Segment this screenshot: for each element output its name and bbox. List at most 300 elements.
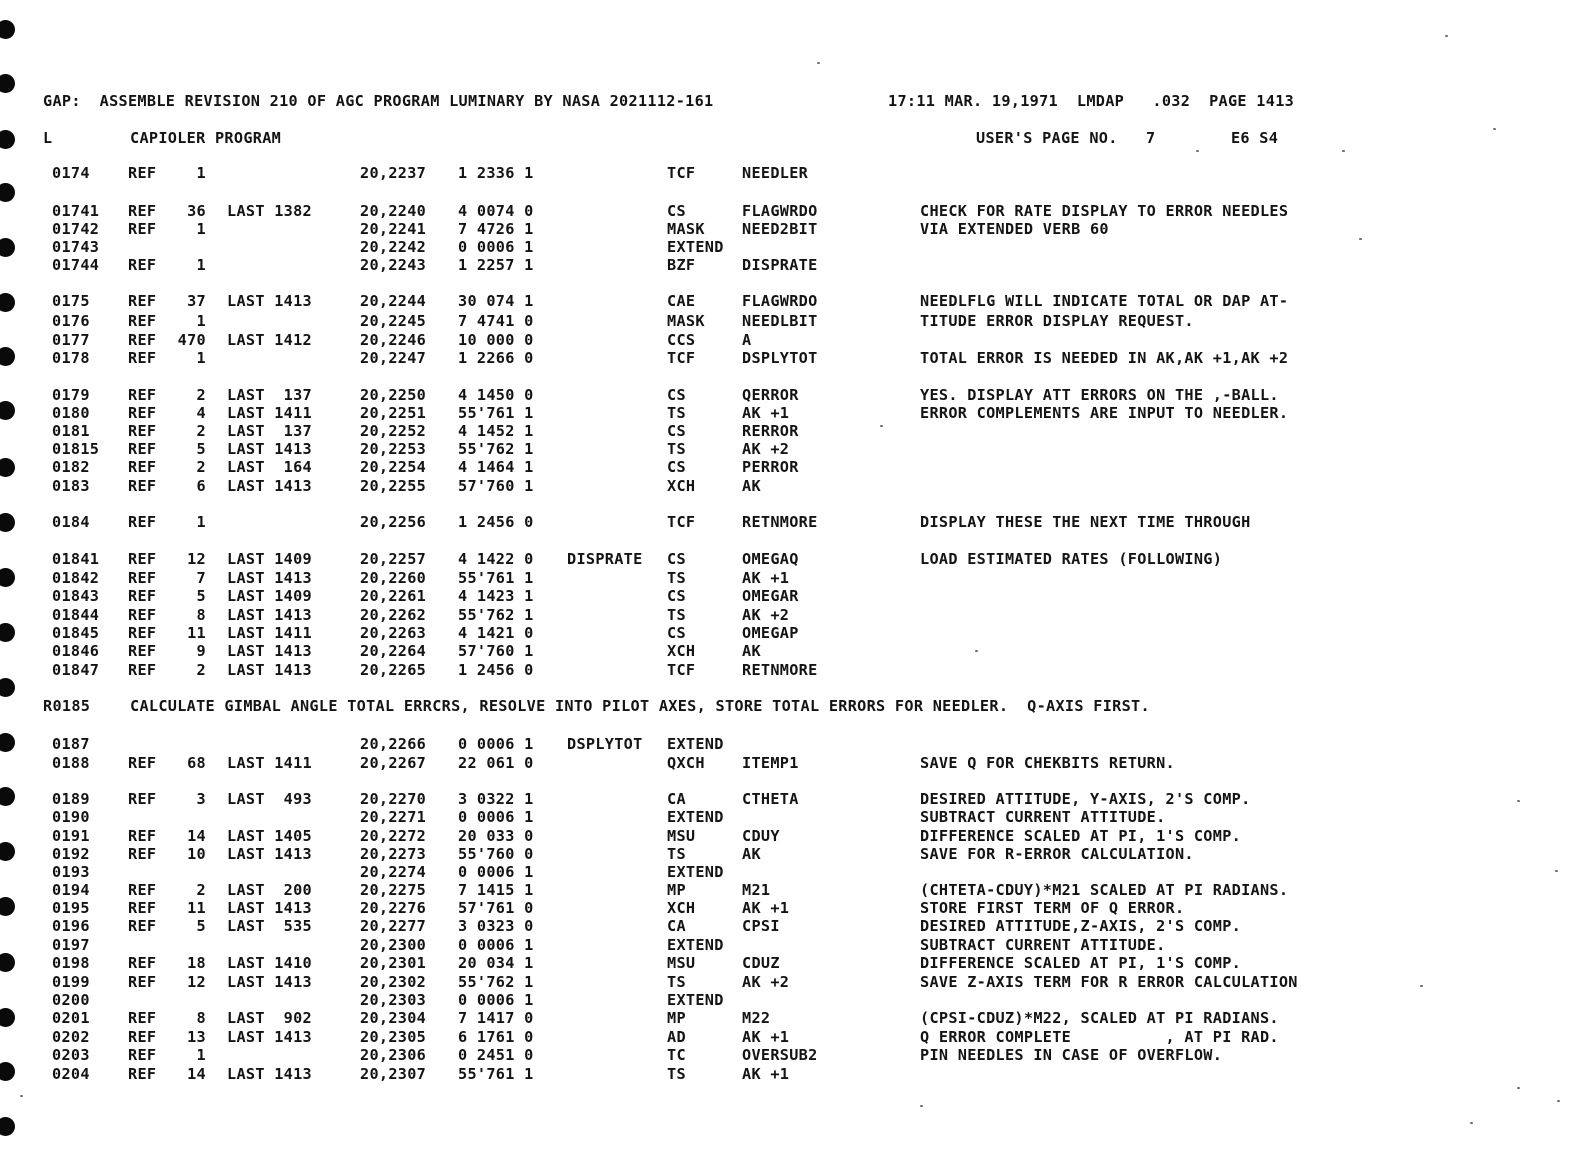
sprocket-hole xyxy=(0,293,15,312)
col-operand: AK +1 xyxy=(742,899,790,917)
speck xyxy=(1517,1087,1520,1089)
col-seq: 01842 xyxy=(52,569,100,587)
col-seq: 01741 xyxy=(52,202,100,220)
col-op: TS xyxy=(667,973,686,991)
col-comment: DESIRED ATTITUDE,Z-AXIS, 2'S COMP. xyxy=(920,917,1242,935)
col-count: 470 xyxy=(177,331,206,349)
col-seq: 0191 xyxy=(52,827,90,845)
col-op: EXTEND xyxy=(667,936,724,954)
speck xyxy=(880,425,883,427)
col-operand: AK +2 xyxy=(742,440,790,458)
col-count: 3 xyxy=(196,790,206,808)
col-seq: 0196 xyxy=(52,917,90,935)
col-word: 57'760 1 xyxy=(458,642,534,660)
sprocket-hole xyxy=(0,1117,15,1136)
speck xyxy=(975,650,978,652)
col-comment: DESIRED ATTITUDE, Y-AXIS, 2'S COMP. xyxy=(920,790,1251,808)
col-addr: 20,2247 xyxy=(360,349,427,367)
sprocket-hole xyxy=(0,401,15,420)
col-addr: 20,2246 xyxy=(360,331,427,349)
col-addr: 20,2270 xyxy=(360,790,427,808)
col-operand: AK xyxy=(742,845,761,863)
col-count: 14 xyxy=(187,1065,206,1083)
col-count: 1 xyxy=(196,513,206,531)
col-op: CA xyxy=(667,790,686,808)
col-op: MP xyxy=(667,881,686,899)
col-op: EXTEND xyxy=(667,735,724,753)
col-comment: TITUDE ERROR DISPLAY REQUEST. xyxy=(920,312,1194,330)
col-seq: 01815 xyxy=(52,440,100,458)
col-addr: 20,2302 xyxy=(360,973,427,991)
col-op: XCH xyxy=(667,899,696,917)
col-addr: 20,2261 xyxy=(360,587,427,605)
col-op: TS xyxy=(667,845,686,863)
col-ref: REF xyxy=(128,440,157,458)
col-comment: VIA EXTENDED VERB 60 xyxy=(920,220,1109,238)
col-word: 0 2451 0 xyxy=(458,1046,534,1064)
sprocket-hole xyxy=(0,897,15,916)
col-seq: 0193 xyxy=(52,863,90,881)
col-last: LAST 1411 xyxy=(227,624,312,642)
col-seq: 01742 xyxy=(52,220,100,238)
col-seq: 0179 xyxy=(52,386,90,404)
col-ref: REF xyxy=(128,954,157,972)
col-last: LAST 1413 xyxy=(227,477,312,495)
col-word: 30 074 1 xyxy=(458,292,534,310)
col-addr: 20,2245 xyxy=(360,312,427,330)
col-count: 4 xyxy=(196,404,206,422)
col-addr: 20,2301 xyxy=(360,954,427,972)
col-ref: REF xyxy=(128,642,157,660)
col-seq: 0203 xyxy=(52,1046,90,1064)
col-addr: 20,2251 xyxy=(360,404,427,422)
col-operand: AK +1 xyxy=(742,569,790,587)
col-addr: 20,2307 xyxy=(360,1065,427,1083)
col-last: LAST 1413 xyxy=(227,973,312,991)
sprocket-hole xyxy=(0,623,15,642)
col-word: 4 1464 1 xyxy=(458,458,534,476)
col-ref: REF xyxy=(128,312,157,330)
col-ref: REF xyxy=(128,1028,157,1046)
col-addr: 20,2264 xyxy=(360,642,427,660)
col-last: LAST 1413 xyxy=(227,569,312,587)
speck xyxy=(20,1095,23,1097)
col-seq: 01841 xyxy=(52,550,100,568)
col-word: 1 2336 1 xyxy=(458,164,534,182)
col-word: 0 0006 1 xyxy=(458,735,534,753)
col-word: 1 2266 0 xyxy=(458,349,534,367)
col-addr: 20,2240 xyxy=(360,202,427,220)
col-last: LAST 1413 xyxy=(227,642,312,660)
col-seq: 01846 xyxy=(52,642,100,660)
col-seq: 0174 xyxy=(52,164,90,182)
col-comment: (CHTETA-CDUY)*M21 SCALED AT PI RADIANS. xyxy=(920,881,1289,899)
col-last: LAST 1409 xyxy=(227,587,312,605)
col-word: 4 0074 0 xyxy=(458,202,534,220)
col-seq: 0178 xyxy=(52,349,90,367)
sprocket-hole xyxy=(0,1008,15,1027)
col-word: 57'761 0 xyxy=(458,899,534,917)
col-seq: 0189 xyxy=(52,790,90,808)
col-word: 4 1450 0 xyxy=(458,386,534,404)
speck xyxy=(1555,870,1558,872)
col-ref: REF xyxy=(128,899,157,917)
col-operand: FLAGWRDO xyxy=(742,292,818,310)
col-word: 55'761 1 xyxy=(458,1065,534,1083)
col-ref: REF xyxy=(128,917,157,935)
col-word: 55'761 1 xyxy=(458,404,534,422)
col-last: LAST 1413 xyxy=(227,292,312,310)
col-ref: REF xyxy=(128,587,157,605)
col-operand: OMEGAQ xyxy=(742,550,799,568)
col-ref: REF xyxy=(128,404,157,422)
col-operand: OMEGAP xyxy=(742,624,799,642)
col-op: MASK xyxy=(667,220,705,238)
col-count: 2 xyxy=(196,386,206,404)
col-seq: 0183 xyxy=(52,477,90,495)
col-ref: REF xyxy=(128,202,157,220)
col-last: LAST 1413 xyxy=(227,1065,312,1083)
col-comment: NEEDLFLG WILL INDICATE TOTAL OR DAP AT- xyxy=(920,292,1289,310)
col-word: 4 1452 1 xyxy=(458,422,534,440)
col-ref: REF xyxy=(128,256,157,274)
col-op: AD xyxy=(667,1028,686,1046)
col-op: MSU xyxy=(667,827,696,845)
col-addr: 20,2252 xyxy=(360,422,427,440)
col-operand: AK +2 xyxy=(742,606,790,624)
col-last: LAST 535 xyxy=(227,917,312,935)
col-last: LAST 1413 xyxy=(227,1028,312,1046)
col-word: 20 033 0 xyxy=(458,827,534,845)
col-seq: 0177 xyxy=(52,331,90,349)
col-last: LAST 1411 xyxy=(227,754,312,772)
col-last: LAST 493 xyxy=(227,790,312,808)
col-ref: REF xyxy=(128,1065,157,1083)
col-seq: 0192 xyxy=(52,845,90,863)
sprocket-hole xyxy=(0,678,15,697)
col-ref: REF xyxy=(128,624,157,642)
col-count: 1 xyxy=(196,256,206,274)
col-addr: 20,2265 xyxy=(360,661,427,679)
col-count: 1 xyxy=(196,220,206,238)
col-addr: 20,2250 xyxy=(360,386,427,404)
col-comment: DIFFERENCE SCALED AT PI, 1'S COMP. xyxy=(920,827,1242,845)
col-label: DISPRATE xyxy=(567,550,643,568)
col-count: 13 xyxy=(187,1028,206,1046)
col-op: TCF xyxy=(667,349,696,367)
col-count: 5 xyxy=(196,440,206,458)
col-op: CS xyxy=(667,624,686,642)
sprocket-hole xyxy=(0,238,15,257)
users-page-number: USER'S PAGE NO. 7 E6 S4 xyxy=(976,129,1279,147)
col-addr: 20,2306 xyxy=(360,1046,427,1064)
col-addr: 20,2266 xyxy=(360,735,427,753)
col-word: 55'761 1 xyxy=(458,569,534,587)
speck xyxy=(920,1105,923,1107)
col-ref: REF xyxy=(128,349,157,367)
col-addr: 20,2262 xyxy=(360,606,427,624)
col-op: CS xyxy=(667,202,686,220)
col-count: 11 xyxy=(187,624,206,642)
remark-text: CALCULATE GIMBAL ANGLE TOTAL ERRCRS, RESOLVE INTO PILOT AXES, STORE TOTAL ERRORS FOR NEEDLER. Q-AXIS FIRST. xyxy=(130,697,1150,715)
col-last: LAST 1411 xyxy=(227,404,312,422)
col-count: 5 xyxy=(196,917,206,935)
col-operand: NEEDLER xyxy=(742,164,809,182)
col-word: 55'762 1 xyxy=(458,973,534,991)
col-ref: REF xyxy=(128,477,157,495)
col-seq: 0198 xyxy=(52,954,90,972)
col-count: 2 xyxy=(196,881,206,899)
col-last: LAST 1409 xyxy=(227,550,312,568)
col-operand: OMEGAR xyxy=(742,587,799,605)
col-op: TCF xyxy=(667,661,696,679)
subheader-code: L xyxy=(43,129,53,147)
col-word: 3 0322 1 xyxy=(458,790,534,808)
col-comment: YES. DISPLAY ATT ERRORS ON THE ,-BALL. xyxy=(920,386,1279,404)
col-addr: 20,2303 xyxy=(360,991,427,1009)
col-word: 3 0323 0 xyxy=(458,917,534,935)
col-addr: 20,2237 xyxy=(360,164,427,182)
col-seq: 01845 xyxy=(52,624,100,642)
col-op: QXCH xyxy=(667,754,705,772)
col-operand: PERROR xyxy=(742,458,799,476)
col-operand: DSPLYTOT xyxy=(742,349,818,367)
col-seq: 0187 xyxy=(52,735,90,753)
col-ref: REF xyxy=(128,386,157,404)
col-operand: CTHETA xyxy=(742,790,799,808)
col-count: 10 xyxy=(187,845,206,863)
col-count: 37 xyxy=(187,292,206,310)
col-word: 1 2257 1 xyxy=(458,256,534,274)
col-op: TS xyxy=(667,440,686,458)
col-word: 0 0006 1 xyxy=(458,808,534,826)
col-op: TCF xyxy=(667,513,696,531)
col-last: LAST 137 xyxy=(227,386,312,404)
col-seq: 0176 xyxy=(52,312,90,330)
col-ref: REF xyxy=(128,1009,157,1027)
col-seq: 0190 xyxy=(52,808,90,826)
col-addr: 20,2300 xyxy=(360,936,427,954)
speck xyxy=(1517,800,1520,802)
col-word: 4 1423 1 xyxy=(458,587,534,605)
col-operand: DISPRATE xyxy=(742,256,818,274)
col-word: 4 1421 0 xyxy=(458,624,534,642)
col-word: 7 4741 0 xyxy=(458,312,534,330)
col-operand: OVERSUB2 xyxy=(742,1046,818,1064)
col-word: 0 0006 1 xyxy=(458,991,534,1009)
col-op: BZF xyxy=(667,256,696,274)
sprocket-hole xyxy=(0,347,15,366)
col-addr: 20,2241 xyxy=(360,220,427,238)
col-ref: REF xyxy=(128,422,157,440)
col-ref: REF xyxy=(128,569,157,587)
speck xyxy=(1420,985,1423,987)
col-op: XCH xyxy=(667,642,696,660)
col-operand: FLAGWRDO xyxy=(742,202,818,220)
col-addr: 20,2244 xyxy=(360,292,427,310)
col-comment: SUBTRACT CURRENT ATTITUDE. xyxy=(920,936,1166,954)
col-op: XCH xyxy=(667,477,696,495)
col-word: 1 2456 0 xyxy=(458,661,534,679)
speck xyxy=(1470,1122,1473,1124)
col-count: 2 xyxy=(196,661,206,679)
col-addr: 20,2274 xyxy=(360,863,427,881)
col-count: 5 xyxy=(196,587,206,605)
col-op: CCS xyxy=(667,331,696,349)
col-op: EXTEND xyxy=(667,991,724,1009)
col-label: DSPLYTOT xyxy=(567,735,643,753)
col-word: 22 061 0 xyxy=(458,754,534,772)
col-count: 1 xyxy=(196,1046,206,1064)
col-op: EXTEND xyxy=(667,238,724,256)
col-ref: REF xyxy=(128,661,157,679)
col-comment: SAVE Z-AXIS TERM FOR R ERROR CALCULATION xyxy=(920,973,1298,991)
col-op: MSU xyxy=(667,954,696,972)
col-word: 1 2456 0 xyxy=(458,513,534,531)
col-comment: SUBTRACT CURRENT ATTITUDE. xyxy=(920,808,1166,826)
col-word: 4 1422 0 xyxy=(458,550,534,568)
col-operand: AK xyxy=(742,642,761,660)
col-count: 12 xyxy=(187,973,206,991)
col-count: 2 xyxy=(196,422,206,440)
col-operand: ITEMP1 xyxy=(742,754,799,772)
col-operand: RETNMORE xyxy=(742,513,818,531)
col-count: 1 xyxy=(196,164,206,182)
col-seq: 0204 xyxy=(52,1065,90,1083)
col-comment: SAVE Q FOR CHEKBITS RETURN. xyxy=(920,754,1175,772)
col-op: EXTEND xyxy=(667,808,724,826)
col-ref: REF xyxy=(128,606,157,624)
col-seq: 0201 xyxy=(52,1009,90,1027)
col-last: LAST 1412 xyxy=(227,331,312,349)
col-count: 1 xyxy=(196,312,206,330)
col-ref: REF xyxy=(128,292,157,310)
col-word: 0 0006 1 xyxy=(458,863,534,881)
col-last: LAST 1413 xyxy=(227,899,312,917)
col-last: LAST 1382 xyxy=(227,202,312,220)
col-ref: REF xyxy=(128,790,157,808)
col-ref: REF xyxy=(128,331,157,349)
col-op: TS xyxy=(667,1065,686,1083)
program-title: CAPIOLER PROGRAM xyxy=(130,129,282,147)
col-ref: REF xyxy=(128,220,157,238)
col-ref: REF xyxy=(128,458,157,476)
col-comment: (CPSI-CDUZ)*M22, SCALED AT PI RADIANS. xyxy=(920,1009,1279,1027)
col-comment: PIN NEEDLES IN CASE OF OVERFLOW. xyxy=(920,1046,1223,1064)
col-count: 14 xyxy=(187,827,206,845)
speck xyxy=(817,62,820,64)
col-seq: 01744 xyxy=(52,256,100,274)
col-seq: 0182 xyxy=(52,458,90,476)
speck xyxy=(1557,1100,1560,1102)
col-operand: CDUY xyxy=(742,827,780,845)
col-addr: 20,2305 xyxy=(360,1028,427,1046)
col-comment: DISPLAY THESE THE NEXT TIME THROUGH xyxy=(920,513,1251,531)
col-addr: 20,2304 xyxy=(360,1009,427,1027)
speck xyxy=(1342,150,1345,152)
col-operand: A xyxy=(742,331,752,349)
col-addr: 20,2272 xyxy=(360,827,427,845)
col-ref: REF xyxy=(128,164,157,182)
remark-seq: R0185 xyxy=(43,697,91,715)
col-last: LAST 1405 xyxy=(227,827,312,845)
col-word: 0 0006 1 xyxy=(458,936,534,954)
col-addr: 20,2242 xyxy=(360,238,427,256)
col-operand: NEEDLBIT xyxy=(742,312,818,330)
col-seq: 0175 xyxy=(52,292,90,310)
col-comment: STORE FIRST TERM OF Q ERROR. xyxy=(920,899,1185,917)
col-operand: M22 xyxy=(742,1009,771,1027)
col-word: 10 000 0 xyxy=(458,331,534,349)
col-operand: RERROR xyxy=(742,422,799,440)
col-count: 8 xyxy=(196,606,206,624)
col-addr: 20,2254 xyxy=(360,458,427,476)
col-addr: 20,2271 xyxy=(360,808,427,826)
col-seq: 01743 xyxy=(52,238,100,256)
col-comment: CHECK FOR RATE DISPLAY TO ERROR NEEDLES xyxy=(920,202,1289,220)
col-last: LAST 1410 xyxy=(227,954,312,972)
col-comment: DIFFERENCE SCALED AT PI, 1'S COMP. xyxy=(920,954,1242,972)
col-addr: 20,2253 xyxy=(360,440,427,458)
col-seq: 0200 xyxy=(52,991,90,1009)
col-seq: 0180 xyxy=(52,404,90,422)
col-comment: Q ERROR COMPLETE , AT PI RAD. xyxy=(920,1028,1279,1046)
col-operand: RETNMORE xyxy=(742,661,818,679)
col-ref: REF xyxy=(128,845,157,863)
col-op: TC xyxy=(667,1046,686,1064)
col-count: 36 xyxy=(187,202,206,220)
col-ref: REF xyxy=(128,754,157,772)
col-word: 55'762 1 xyxy=(458,606,534,624)
col-op: CS xyxy=(667,458,686,476)
col-addr: 20,2276 xyxy=(360,899,427,917)
col-last: LAST 1413 xyxy=(227,606,312,624)
col-last: LAST 164 xyxy=(227,458,312,476)
col-count: 6 xyxy=(196,477,206,495)
col-addr: 20,2256 xyxy=(360,513,427,531)
col-operand: NEED2BIT xyxy=(742,220,818,238)
sprocket-hole xyxy=(0,20,15,39)
col-op: CS xyxy=(667,550,686,568)
col-seq: 0181 xyxy=(52,422,90,440)
col-op: MASK xyxy=(667,312,705,330)
col-operand: CPSI xyxy=(742,917,780,935)
col-word: 55'762 1 xyxy=(458,440,534,458)
col-count: 9 xyxy=(196,642,206,660)
col-comment: SAVE FOR R-ERROR CALCULATION. xyxy=(920,845,1194,863)
col-count: 18 xyxy=(187,954,206,972)
speck xyxy=(1196,150,1199,152)
col-count: 7 xyxy=(196,569,206,587)
col-ref: REF xyxy=(128,881,157,899)
header-right: 17:11 MAR. 19,1971 LMDAP .032 PAGE 1413 xyxy=(888,92,1295,110)
col-last: LAST 137 xyxy=(227,422,312,440)
col-addr: 20,2263 xyxy=(360,624,427,642)
col-seq: 0195 xyxy=(52,899,90,917)
col-addr: 20,2260 xyxy=(360,569,427,587)
col-seq: 0199 xyxy=(52,973,90,991)
col-last: LAST 902 xyxy=(227,1009,312,1027)
col-word: 0 0006 1 xyxy=(458,238,534,256)
col-op: CS xyxy=(667,386,686,404)
col-seq: 01847 xyxy=(52,661,100,679)
col-op: CA xyxy=(667,917,686,935)
sprocket-hole xyxy=(0,568,15,587)
col-operand: M21 xyxy=(742,881,771,899)
col-ref: REF xyxy=(128,1046,157,1064)
col-seq: 0184 xyxy=(52,513,90,531)
sprocket-hole xyxy=(0,513,15,532)
